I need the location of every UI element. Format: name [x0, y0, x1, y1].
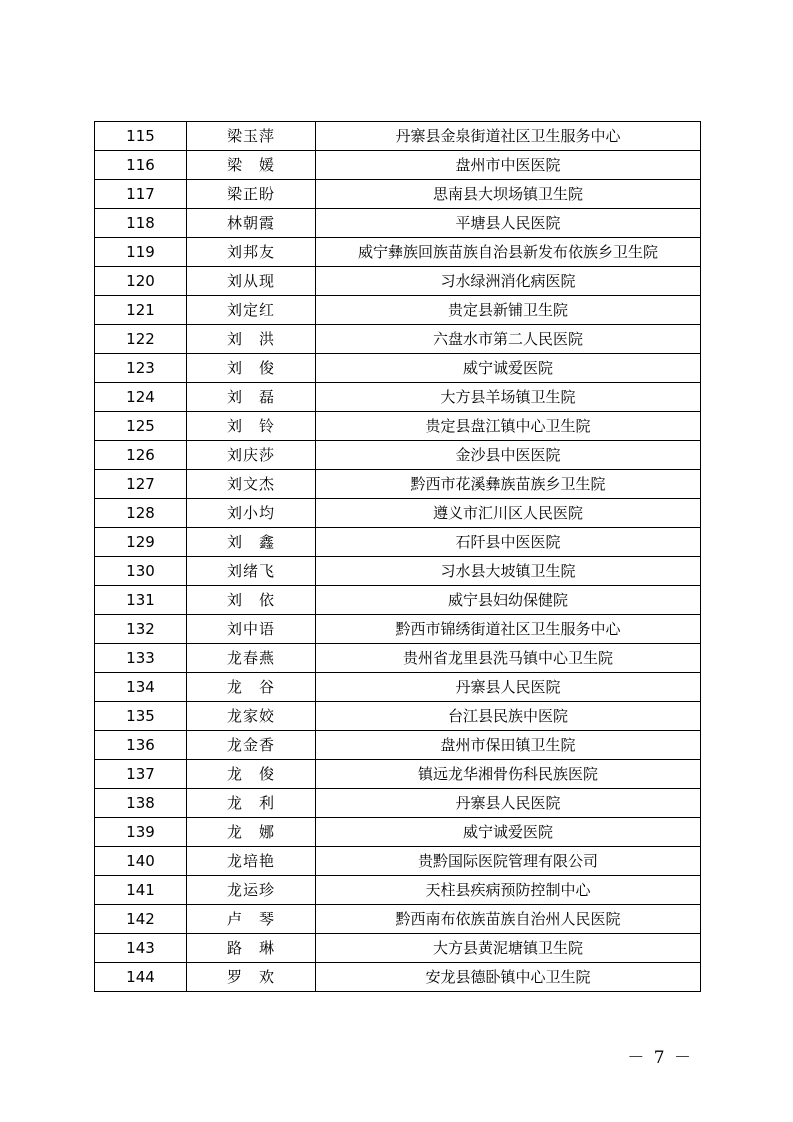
row-number-cell: 127 — [95, 470, 187, 499]
unit-cell: 贵州省龙里县洗马镇中心卫生院 — [316, 644, 701, 673]
unit-cell: 大方县黄泥塘镇卫生院 — [316, 934, 701, 963]
table-row — [95, 615, 701, 644]
name-cell: 刘 铃 — [187, 412, 316, 441]
row-number-cell: 125 — [95, 412, 187, 441]
table-row — [95, 267, 701, 296]
unit-cell: 盘州市中医医院 — [316, 151, 701, 180]
table-row — [95, 963, 701, 992]
name-cell: 梁正盼 — [187, 180, 316, 209]
name-cell: 刘庆莎 — [187, 441, 316, 470]
name-cell: 刘 鑫 — [187, 528, 316, 557]
unit-cell: 金沙县中医医院 — [316, 441, 701, 470]
unit-cell: 台江县民族中医院 — [316, 702, 701, 731]
table-row — [95, 673, 701, 702]
row-number-cell: 141 — [95, 876, 187, 905]
name-cell: 龙 谷 — [187, 673, 316, 702]
table-row — [95, 470, 701, 499]
unit-cell: 贵定县盘江镇中心卫生院 — [316, 412, 701, 441]
unit-cell: 黔西市花溪彝族苗族乡卫生院 — [316, 470, 701, 499]
row-number-cell: 144 — [95, 963, 187, 992]
unit-cell: 习水县大坡镇卫生院 — [316, 557, 701, 586]
row-number-cell: 132 — [95, 615, 187, 644]
name-cell: 刘 磊 — [187, 383, 316, 412]
unit-cell: 丹寨县人民医院 — [316, 673, 701, 702]
table-row — [95, 731, 701, 760]
row-number-cell: 142 — [95, 905, 187, 934]
table-row — [95, 905, 701, 934]
page-number: － 7 － — [627, 1048, 693, 1068]
row-number-cell: 115 — [95, 122, 187, 151]
unit-cell: 黔西南布依族苗族自治州人民医院 — [316, 905, 701, 934]
table-row — [95, 325, 701, 354]
name-cell: 刘小均 — [187, 499, 316, 528]
row-number-cell: 129 — [95, 528, 187, 557]
unit-cell: 威宁诚爱医院 — [316, 354, 701, 383]
row-number-cell: 134 — [95, 673, 187, 702]
row-number-cell: 138 — [95, 789, 187, 818]
roster-table — [94, 121, 701, 992]
unit-cell: 威宁彝族回族苗族自治县新发布依族乡卫生院 — [316, 238, 701, 267]
table-row — [95, 818, 701, 847]
name-cell: 刘 俊 — [187, 354, 316, 383]
row-number-cell: 119 — [95, 238, 187, 267]
name-cell: 刘中语 — [187, 615, 316, 644]
row-number-cell: 128 — [95, 499, 187, 528]
unit-cell: 镇远龙华湘骨伤科民族医院 — [316, 760, 701, 789]
unit-cell: 思南县大坝场镇卫生院 — [316, 180, 701, 209]
unit-cell: 平塘县人民医院 — [316, 209, 701, 238]
unit-cell: 遵义市汇川区人民医院 — [316, 499, 701, 528]
name-cell: 刘从现 — [187, 267, 316, 296]
row-number-cell: 130 — [95, 557, 187, 586]
row-number-cell: 143 — [95, 934, 187, 963]
unit-cell: 黔西市锦绣街道社区卫生服务中心 — [316, 615, 701, 644]
name-cell: 卢 琴 — [187, 905, 316, 934]
table-row — [95, 847, 701, 876]
table-row — [95, 760, 701, 789]
table-row — [95, 151, 701, 180]
name-cell: 龙运珍 — [187, 876, 316, 905]
row-number-cell: 135 — [95, 702, 187, 731]
row-number-cell: 126 — [95, 441, 187, 470]
unit-cell: 贵定县新铺卫生院 — [316, 296, 701, 325]
name-cell: 刘绪飞 — [187, 557, 316, 586]
row-number-cell: 122 — [95, 325, 187, 354]
name-cell: 龙家姣 — [187, 702, 316, 731]
unit-cell: 安龙县德卧镇中心卫生院 — [316, 963, 701, 992]
row-number-cell: 136 — [95, 731, 187, 760]
name-cell: 龙 俊 — [187, 760, 316, 789]
table-row — [95, 383, 701, 412]
unit-cell: 石阡县中医医院 — [316, 528, 701, 557]
table-row — [95, 499, 701, 528]
name-cell: 梁 媛 — [187, 151, 316, 180]
name-cell: 刘邦友 — [187, 238, 316, 267]
roster-table-body — [95, 122, 701, 992]
unit-cell: 六盘水市第二人民医院 — [316, 325, 701, 354]
name-cell: 龙 娜 — [187, 818, 316, 847]
name-cell: 罗 欢 — [187, 963, 316, 992]
unit-cell: 丹寨县人民医院 — [316, 789, 701, 818]
unit-cell: 威宁诚爱医院 — [316, 818, 701, 847]
row-number-cell: 140 — [95, 847, 187, 876]
name-cell: 龙 利 — [187, 789, 316, 818]
unit-cell: 丹寨县金泉街道社区卫生服务中心 — [316, 122, 701, 151]
unit-cell: 威宁县妇幼保健院 — [316, 586, 701, 615]
row-number-cell: 121 — [95, 296, 187, 325]
table-row — [95, 528, 701, 557]
table-row — [95, 296, 701, 325]
table-row — [95, 557, 701, 586]
row-number-cell: 124 — [95, 383, 187, 412]
row-number-cell: 118 — [95, 209, 187, 238]
table-row — [95, 644, 701, 673]
name-cell: 林朝霞 — [187, 209, 316, 238]
name-cell: 龙培艳 — [187, 847, 316, 876]
table-row — [95, 238, 701, 267]
row-number-cell: 137 — [95, 760, 187, 789]
name-cell: 路 琳 — [187, 934, 316, 963]
row-number-cell: 123 — [95, 354, 187, 383]
table-row — [95, 412, 701, 441]
table-row — [95, 934, 701, 963]
name-cell: 刘文杰 — [187, 470, 316, 499]
table-row — [95, 876, 701, 905]
unit-cell: 天柱县疾病预防控制中心 — [316, 876, 701, 905]
table-row — [95, 354, 701, 383]
unit-cell: 大方县羊场镇卫生院 — [316, 383, 701, 412]
table-row — [95, 441, 701, 470]
name-cell: 刘 洪 — [187, 325, 316, 354]
unit-cell: 习水绿洲消化病医院 — [316, 267, 701, 296]
unit-cell: 贵黔国际医院管理有限公司 — [316, 847, 701, 876]
name-cell: 梁玉萍 — [187, 122, 316, 151]
table-row — [95, 702, 701, 731]
row-number-cell: 133 — [95, 644, 187, 673]
name-cell: 刘 依 — [187, 586, 316, 615]
table-row — [95, 209, 701, 238]
row-number-cell: 131 — [95, 586, 187, 615]
row-number-cell: 120 — [95, 267, 187, 296]
table-row — [95, 586, 701, 615]
table-row — [95, 122, 701, 151]
name-cell: 龙金香 — [187, 731, 316, 760]
name-cell: 刘定红 — [187, 296, 316, 325]
name-cell: 龙春燕 — [187, 644, 316, 673]
unit-cell: 盘州市保田镇卫生院 — [316, 731, 701, 760]
row-number-cell: 116 — [95, 151, 187, 180]
table-row — [95, 789, 701, 818]
row-number-cell: 139 — [95, 818, 187, 847]
row-number-cell: 117 — [95, 180, 187, 209]
table-row — [95, 180, 701, 209]
